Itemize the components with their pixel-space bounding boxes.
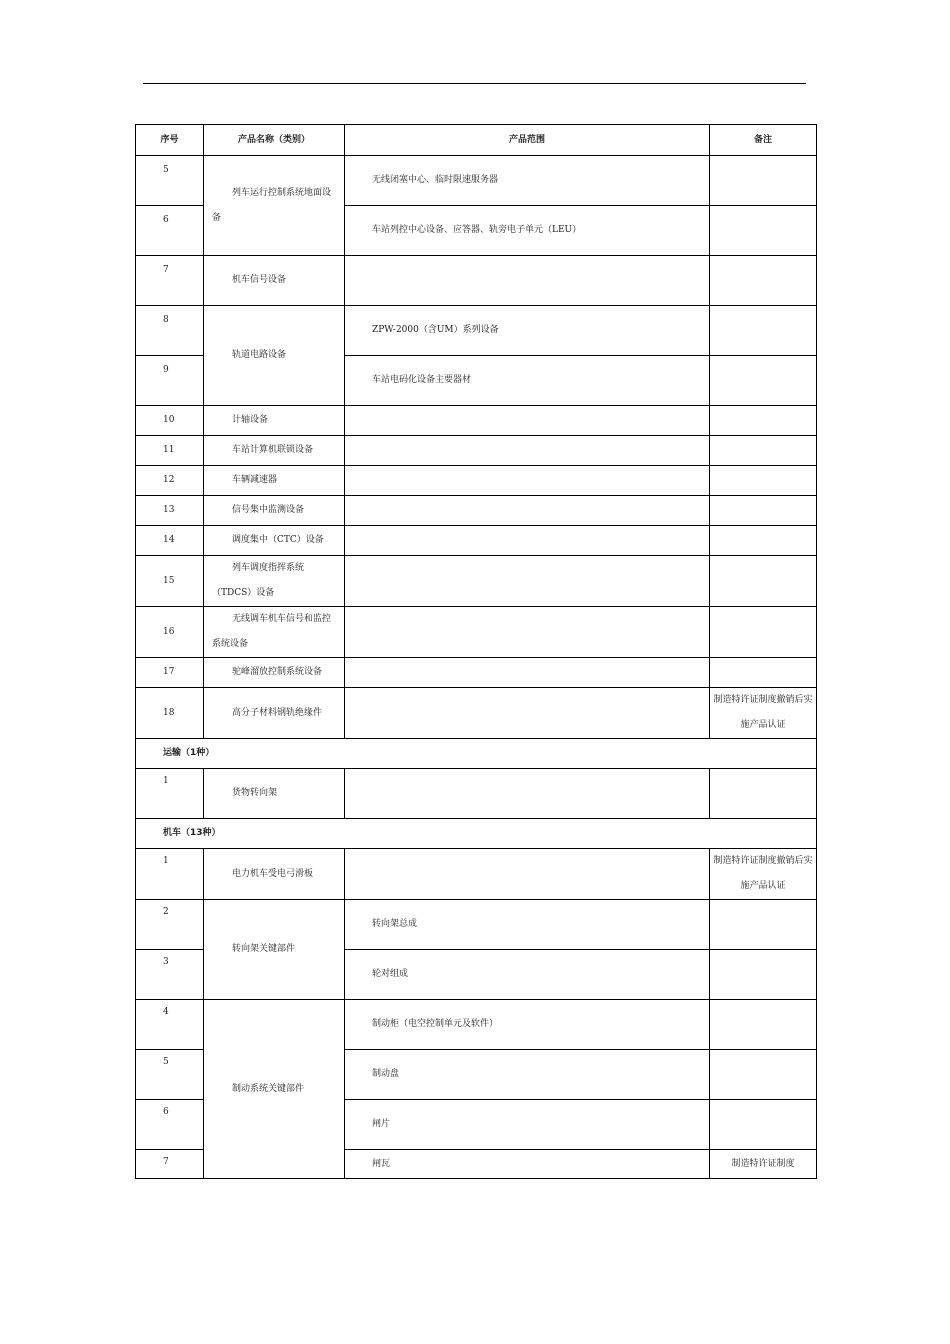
table-header-row	[136, 125, 817, 156]
row-scope: 轮对组成	[345, 950, 710, 1000]
table-row	[136, 556, 817, 607]
row-no: 4	[136, 1000, 204, 1050]
row-scope	[345, 496, 710, 526]
table-row	[136, 849, 817, 900]
row-name: 调度集中（CTC）设备	[204, 526, 345, 556]
row-note	[710, 436, 817, 466]
header-scope: 产品范围	[345, 125, 710, 156]
table-row	[136, 256, 817, 306]
row-note: 制造特许证制度	[710, 1150, 817, 1179]
header-no: 序号	[136, 125, 204, 156]
row-no: 16	[136, 607, 204, 658]
row-note	[710, 406, 817, 436]
row-scope	[345, 607, 710, 658]
row-scope: ZPW-2000（含UM）系列设备	[345, 306, 710, 356]
row-note	[710, 356, 817, 406]
row-note	[710, 950, 817, 1000]
row-no: 8	[136, 306, 204, 356]
table-row	[136, 306, 817, 356]
row-name: 无线调车机车信号和监控系统设备	[204, 607, 345, 658]
row-scope: 车站电码化设备主要器材	[345, 356, 710, 406]
table-row	[136, 769, 817, 819]
row-name: 列车调度指挥系统（TDCS）设备	[204, 556, 345, 607]
table-row	[136, 406, 817, 436]
row-name: 信号集中监测设备	[204, 496, 345, 526]
header-rule	[143, 83, 806, 84]
table-row	[136, 526, 817, 556]
row-name: 车站计算机联锁设备	[204, 436, 345, 466]
row-scope	[345, 436, 710, 466]
row-scope	[345, 849, 710, 900]
row-no: 11	[136, 436, 204, 466]
row-scope	[345, 256, 710, 306]
table-row	[136, 496, 817, 526]
row-scope	[345, 466, 710, 496]
header-note: 备注	[710, 125, 817, 156]
row-note	[710, 496, 817, 526]
row-note	[710, 658, 817, 688]
table-row	[136, 436, 817, 466]
table-row	[136, 156, 817, 206]
row-scope	[345, 688, 710, 739]
table-row	[136, 900, 817, 950]
row-scope: 车站列控中心设备、应答器、轨旁电子单元（LEU）	[345, 206, 710, 256]
row-name: 电力机车受电弓滑板	[204, 849, 345, 900]
row-no: 1	[136, 849, 204, 900]
header-name: 产品名称（类别）	[204, 125, 345, 156]
row-scope: 制动柜（电空控制单元及软件）	[345, 1000, 710, 1050]
row-no: 10	[136, 406, 204, 436]
row-no: 12	[136, 466, 204, 496]
table-row	[136, 658, 817, 688]
row-note	[710, 556, 817, 607]
row-no: 9	[136, 356, 204, 406]
row-scope: 制动盘	[345, 1050, 710, 1100]
row-scope: 转向架总成	[345, 900, 710, 950]
row-note	[710, 1050, 817, 1100]
row-scope: 无线闭塞中心、临时限速服务器	[345, 156, 710, 206]
table-row	[136, 1000, 817, 1050]
row-note	[710, 526, 817, 556]
row-note	[710, 206, 817, 256]
table-row	[136, 688, 817, 739]
table-row	[136, 607, 817, 658]
row-scope	[345, 406, 710, 436]
row-no: 3	[136, 950, 204, 1000]
row-name: 转向架关键部件	[204, 900, 345, 1000]
row-no: 5	[136, 1050, 204, 1100]
row-name: 驼峰溜放控制系统设备	[204, 658, 345, 688]
row-name: 轨道电路设备	[204, 306, 345, 406]
row-scope: 闸片	[345, 1100, 710, 1150]
row-scope	[345, 526, 710, 556]
row-note: 制造特许证制度撤销后实施产品认证	[710, 849, 817, 900]
row-no: 6	[136, 1100, 204, 1150]
row-name: 计轴设备	[204, 406, 345, 436]
row-no: 2	[136, 900, 204, 950]
section-row-transport	[136, 739, 817, 769]
row-no: 13	[136, 496, 204, 526]
row-no: 17	[136, 658, 204, 688]
row-no: 18	[136, 688, 204, 739]
row-note	[710, 1000, 817, 1050]
row-scope	[345, 769, 710, 819]
row-no: 15	[136, 556, 204, 607]
table-row	[136, 466, 817, 496]
row-note	[710, 306, 817, 356]
row-scope	[345, 658, 710, 688]
row-name: 制动系统关键部件	[204, 1000, 345, 1179]
section-title: 运输（1种）	[136, 739, 817, 769]
row-no: 6	[136, 206, 204, 256]
row-no: 7	[136, 256, 204, 306]
section-title: 机车（13种）	[136, 819, 817, 849]
row-no: 5	[136, 156, 204, 206]
row-name: 货物转向架	[204, 769, 345, 819]
row-no: 7	[136, 1150, 204, 1179]
row-note	[710, 466, 817, 496]
row-no: 1	[136, 769, 204, 819]
row-scope	[345, 556, 710, 607]
row-name: 车辆减速器	[204, 466, 345, 496]
row-note	[710, 769, 817, 819]
row-scope: 闸瓦	[345, 1150, 710, 1179]
row-name: 机车信号设备	[204, 256, 345, 306]
product-table	[135, 124, 817, 1179]
row-note: 制造特许证制度撤销后实施产品认证	[710, 688, 817, 739]
row-note	[710, 156, 817, 206]
row-note	[710, 900, 817, 950]
row-note	[710, 607, 817, 658]
row-note	[710, 256, 817, 306]
row-name: 列车运行控制系统地面设备	[204, 156, 345, 256]
section-row-locomotive	[136, 819, 817, 849]
row-name: 高分子材料钢轨绝缘件	[204, 688, 345, 739]
row-note	[710, 1100, 817, 1150]
row-no: 14	[136, 526, 204, 556]
